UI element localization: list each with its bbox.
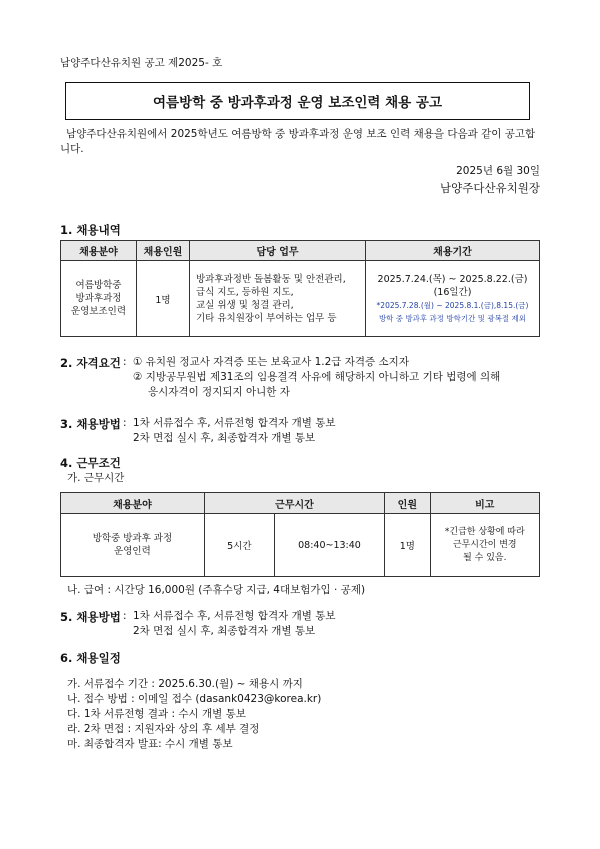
signer: 남양주다산유치원장 xyxy=(440,181,540,195)
col-duties: 담당 업무 xyxy=(190,241,366,261)
duties-cell: 방과후과정반 돌봄활동 및 안전관리, 급식 지도, 등하원 지도, 교실 위생 및 청결 관리, 기타 유치원장이 부여하는 업무 등 xyxy=(190,261,366,337)
col-field: 채용분야 xyxy=(61,493,205,514)
section-5-heading: 5. 채용방법 xyxy=(60,610,121,624)
field-cell: 방학중 방과후 과정 운영인력 xyxy=(61,514,205,577)
col-count: 채용인원 xyxy=(137,241,190,261)
period-note: *2025.7.28.(월) ~ 2025.8.1.(금),8.15.(금) xyxy=(376,300,529,310)
schedule-item: 다. 1차 서류전형 결과 : 수시 개별 통보 xyxy=(67,708,246,720)
pay-line: 나. 급여 : 시간당 16,000원 (주휴수당 지급, 4대보험가입 · 공제) xyxy=(67,584,366,596)
section-1-heading: 1. 채용내역 xyxy=(60,223,121,237)
col-note: 비고 xyxy=(430,493,539,514)
col-period: 채용기간 xyxy=(366,241,540,261)
work-hours-sub: 가. 근무시간 xyxy=(67,472,125,484)
method2-line-2: 2차 면접 실시 후, 최종합격자 개별 통보 xyxy=(133,625,316,637)
field-cell: 여름방학중 방과후과정 운영보조인력 xyxy=(61,261,137,337)
time-cell: 08:40~13:40 xyxy=(274,514,384,577)
period-cell: 2025.7.24.(목) ~ 2025.8.22.(금) (16일간) *2025.7.28.(월) ~ 2025.8.1.(금),8.15.(금) 방학 중 방과후 과정 방학기간 및 광복절 제외 xyxy=(366,261,540,337)
col-hours: 근무시간 xyxy=(204,493,384,514)
period-note-2: 방학 중 방과후 과정 방학기간 및 광복절 제외 xyxy=(378,313,527,323)
section-2-sep: : xyxy=(123,356,127,368)
section-5-sep: : xyxy=(123,610,127,622)
section-3-sep: : xyxy=(123,417,127,429)
notice-date: 2025년 6월 30일 xyxy=(456,165,540,177)
section-4-heading: 4. 근무조건 xyxy=(60,456,121,470)
schedule-item: 라. 2차 면접 : 지원자와 상의 후 세부 결정 xyxy=(67,723,260,735)
intro-paragraph: 남양주다산유치원에서 2025학년도 여름방학 중 방과후과정 운영 보조 인력 채용을 다음과 같이 공고합니다. xyxy=(60,128,536,155)
qualification-2: ② 지방공무원법 제31조의 임용결격 사유에 해당하지 아니하고 기타 법령에 의해 xyxy=(133,371,501,383)
schedule-item: 나. 접수 방법 : 이메일 접수 (dasank0423@korea.kr) xyxy=(67,693,322,705)
hours-cell: 5시간 xyxy=(204,514,274,577)
method-line-1: 1차 서류접수 후, 서류전형 합격자 개별 통보 xyxy=(133,417,336,429)
work-table xyxy=(60,492,540,577)
notice-number: 남양주다산유치원 공고 제2025- 호 xyxy=(60,57,223,69)
schedule-item: 마. 최종합격자 발표: 수시 개별 통보 xyxy=(67,738,233,750)
count-cell: 1명 xyxy=(137,261,190,337)
page-title: 여름방학 중 방과후과정 운영 보조인력 채용 공고 xyxy=(65,82,530,120)
qualification-2-cont: 응시자격이 정지되지 아니한 자 xyxy=(148,386,290,398)
col-count: 인원 xyxy=(385,493,430,514)
method2-line-1: 1차 서류접수 후, 서류전형 합격자 개별 통보 xyxy=(133,610,336,622)
note-cell: *긴급한 상황에 따라 근무시간이 변경 될 수 있음. xyxy=(430,514,539,577)
section-2-heading: 2. 자격요건 xyxy=(60,356,121,370)
recruit-table xyxy=(60,240,540,337)
section-3-heading: 3. 채용방법 xyxy=(60,417,121,431)
count-cell: 1명 xyxy=(385,514,430,577)
col-field: 채용분야 xyxy=(61,241,137,261)
method-line-2: 2차 면접 실시 후, 최종합격자 개별 통보 xyxy=(133,432,316,444)
qualification-1: ① 유치원 정교사 자격증 또는 보육교사 1.2급 자격증 소지자 xyxy=(133,356,409,368)
section-6-heading: 6. 채용일정 xyxy=(60,651,121,665)
schedule-item: 가. 서류접수 기간 : 2025.6.30.(월) ~ 채용시 까지 xyxy=(67,678,303,690)
